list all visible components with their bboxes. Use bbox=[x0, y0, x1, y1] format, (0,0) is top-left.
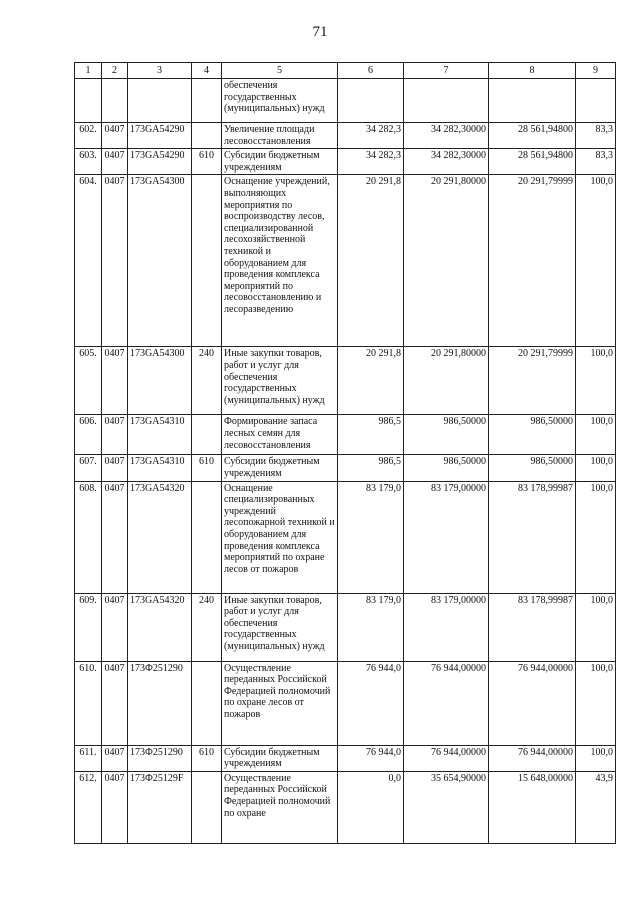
revised-amount: 986,50000 bbox=[404, 415, 489, 455]
table-row bbox=[75, 149, 616, 175]
section-code: 0407 bbox=[102, 455, 128, 481]
execution-percent: 100,0 bbox=[576, 745, 616, 771]
expense-type-code bbox=[192, 123, 222, 149]
revised-amount: 83 179,00000 bbox=[404, 481, 489, 593]
executed-amount: 83 178,99987 bbox=[489, 481, 576, 593]
execution-percent: 100,0 bbox=[576, 415, 616, 455]
executed-amount: 986,50000 bbox=[489, 455, 576, 481]
expense-type-code: 240 bbox=[192, 347, 222, 415]
table-row bbox=[75, 415, 616, 455]
item-name: Формирование запаса лесных семян для лесовосстановления bbox=[222, 415, 338, 455]
section-code: 0407 bbox=[102, 661, 128, 745]
item-name: Иные закупки товаров, работ и услуг для обеспечения государственных (муниципальных) нужд bbox=[222, 347, 338, 415]
target-article-code: 173GA54300 bbox=[128, 175, 192, 347]
item-name: Увеличение площади лесовосстановления bbox=[222, 123, 338, 149]
approved-amount: 83 179,0 bbox=[338, 481, 404, 593]
row-number: 605. bbox=[75, 347, 102, 415]
col-header: 5 bbox=[222, 63, 338, 79]
table-row bbox=[75, 123, 616, 149]
item-name: обеспечения государственных (муниципальных) нужд bbox=[222, 79, 338, 123]
target-article-code: 173GA54290 bbox=[128, 123, 192, 149]
target-article-code: 173Ф25129F bbox=[128, 771, 192, 843]
section-code: 0407 bbox=[102, 347, 128, 415]
header-row bbox=[75, 63, 616, 79]
approved-amount bbox=[338, 79, 404, 123]
target-article-code: 173GA54320 bbox=[128, 593, 192, 661]
revised-amount: 986,50000 bbox=[404, 455, 489, 481]
executed-amount: 20 291,79999 bbox=[489, 347, 576, 415]
item-name: Иные закупки товаров, работ и услуг для обеспечения государственных (муниципальных) нужд bbox=[222, 593, 338, 661]
execution-percent: 43,9 bbox=[576, 771, 616, 843]
expense-type-code bbox=[192, 175, 222, 347]
expense-type-code: 610 bbox=[192, 745, 222, 771]
revised-amount: 76 944,00000 bbox=[404, 661, 489, 745]
col-header: 6 bbox=[338, 63, 404, 79]
revised-amount: 20 291,80000 bbox=[404, 347, 489, 415]
expense-type-code bbox=[192, 661, 222, 745]
row-number: 611. bbox=[75, 745, 102, 771]
item-name: Субсидии бюджетным учреждениям bbox=[222, 149, 338, 175]
target-article-code bbox=[128, 79, 192, 123]
executed-amount: 76 944,00000 bbox=[489, 745, 576, 771]
item-name: Оснащение учреждений, выполняющих мероприятия по воспроизводству лесов, специализированной лесохозяйственной техникой и оборудованием для проведения комплекса мероприятий по лесовосстановлению и лесоразведению bbox=[222, 175, 338, 347]
row-number: 604. bbox=[75, 175, 102, 347]
executed-amount: 15 648,00000 bbox=[489, 771, 576, 843]
row-number: 608. bbox=[75, 481, 102, 593]
expense-type-code: 610 bbox=[192, 149, 222, 175]
col-header: 2 bbox=[102, 63, 128, 79]
row-number bbox=[75, 79, 102, 123]
item-name: Оснащение специализированных учреждений лесопожарной техникой и оборудованием для проведения комплекса мероприятий по охране лесов от пожаров bbox=[222, 481, 338, 593]
section-code: 0407 bbox=[102, 123, 128, 149]
approved-amount: 34 282,3 bbox=[338, 149, 404, 175]
section-code: 0407 bbox=[102, 593, 128, 661]
execution-percent: 100,0 bbox=[576, 661, 616, 745]
approved-amount: 986,5 bbox=[338, 455, 404, 481]
executed-amount bbox=[489, 79, 576, 123]
table-row bbox=[75, 661, 616, 745]
target-article-code: 173GA54310 bbox=[128, 455, 192, 481]
section-code: 0407 bbox=[102, 415, 128, 455]
item-name: Субсидии бюджетным учреждениям bbox=[222, 745, 338, 771]
row-number: 606. bbox=[75, 415, 102, 455]
budget-table bbox=[74, 62, 616, 844]
col-header: 3 bbox=[128, 63, 192, 79]
table-row bbox=[75, 593, 616, 661]
revised-amount bbox=[404, 79, 489, 123]
section-code: 0407 bbox=[102, 771, 128, 843]
table-row bbox=[75, 771, 616, 843]
col-header: 4 bbox=[192, 63, 222, 79]
table-row bbox=[75, 347, 616, 415]
execution-percent bbox=[576, 79, 616, 123]
col-header: 7 bbox=[404, 63, 489, 79]
col-header: 1 bbox=[75, 63, 102, 79]
row-number: 612. bbox=[75, 771, 102, 843]
expense-type-code bbox=[192, 771, 222, 843]
item-name: Осуществление переданных Российской Федерацией полномочий по охране bbox=[222, 771, 338, 843]
executed-amount: 986,50000 bbox=[489, 415, 576, 455]
table-row bbox=[75, 481, 616, 593]
revised-amount: 83 179,00000 bbox=[404, 593, 489, 661]
target-article-code: 173GA54290 bbox=[128, 149, 192, 175]
approved-amount: 76 944,0 bbox=[338, 661, 404, 745]
target-article-code: 173GA54300 bbox=[128, 347, 192, 415]
section-code: 0407 bbox=[102, 149, 128, 175]
section-code: 0407 bbox=[102, 481, 128, 593]
executed-amount: 76 944,00000 bbox=[489, 661, 576, 745]
approved-amount: 83 179,0 bbox=[338, 593, 404, 661]
execution-percent: 100,0 bbox=[576, 175, 616, 347]
expense-type-code bbox=[192, 415, 222, 455]
target-article-code: 173Ф251290 bbox=[128, 661, 192, 745]
execution-percent: 83,3 bbox=[576, 123, 616, 149]
col-header: 9 bbox=[576, 63, 616, 79]
col-header: 8 bbox=[489, 63, 576, 79]
row-number: 609. bbox=[75, 593, 102, 661]
execution-percent: 100,0 bbox=[576, 347, 616, 415]
table-row bbox=[75, 745, 616, 771]
item-name: Субсидии бюджетным учреждениям bbox=[222, 455, 338, 481]
revised-amount: 76 944,00000 bbox=[404, 745, 489, 771]
executed-amount: 20 291,79999 bbox=[489, 175, 576, 347]
approved-amount: 20 291,8 bbox=[338, 347, 404, 415]
revised-amount: 20 291,80000 bbox=[404, 175, 489, 347]
expense-type-code bbox=[192, 79, 222, 123]
table-row bbox=[75, 79, 616, 123]
table-row bbox=[75, 455, 616, 481]
approved-amount: 0,0 bbox=[338, 771, 404, 843]
execution-percent: 100,0 bbox=[576, 481, 616, 593]
execution-percent: 100,0 bbox=[576, 593, 616, 661]
expense-type-code: 610 bbox=[192, 455, 222, 481]
expense-type-code bbox=[192, 481, 222, 593]
revised-amount: 34 282,30000 bbox=[404, 149, 489, 175]
execution-percent: 83,3 bbox=[576, 149, 616, 175]
section-code bbox=[102, 79, 128, 123]
page-number: 71 bbox=[312, 24, 328, 40]
target-article-code: 173GA54320 bbox=[128, 481, 192, 593]
item-name: Осуществление переданных Российской Федерацией полномочий по охране лесов от пожаров bbox=[222, 661, 338, 745]
row-number: 607. bbox=[75, 455, 102, 481]
target-article-code: 173Ф251290 bbox=[128, 745, 192, 771]
row-number: 603. bbox=[75, 149, 102, 175]
revised-amount: 35 654,90000 bbox=[404, 771, 489, 843]
approved-amount: 986,5 bbox=[338, 415, 404, 455]
row-number: 610. bbox=[75, 661, 102, 745]
table-row bbox=[75, 175, 616, 347]
expense-type-code: 240 bbox=[192, 593, 222, 661]
section-code: 0407 bbox=[102, 175, 128, 347]
executed-amount: 83 178,99987 bbox=[489, 593, 576, 661]
section-code: 0407 bbox=[102, 745, 128, 771]
approved-amount: 76 944,0 bbox=[338, 745, 404, 771]
executed-amount: 28 561,94800 bbox=[489, 149, 576, 175]
revised-amount: 34 282,30000 bbox=[404, 123, 489, 149]
target-article-code: 173GA54310 bbox=[128, 415, 192, 455]
executed-amount: 28 561,94800 bbox=[489, 123, 576, 149]
execution-percent: 100,0 bbox=[576, 455, 616, 481]
row-number: 602. bbox=[75, 123, 102, 149]
approved-amount: 34 282,3 bbox=[338, 123, 404, 149]
approved-amount: 20 291,8 bbox=[338, 175, 404, 347]
